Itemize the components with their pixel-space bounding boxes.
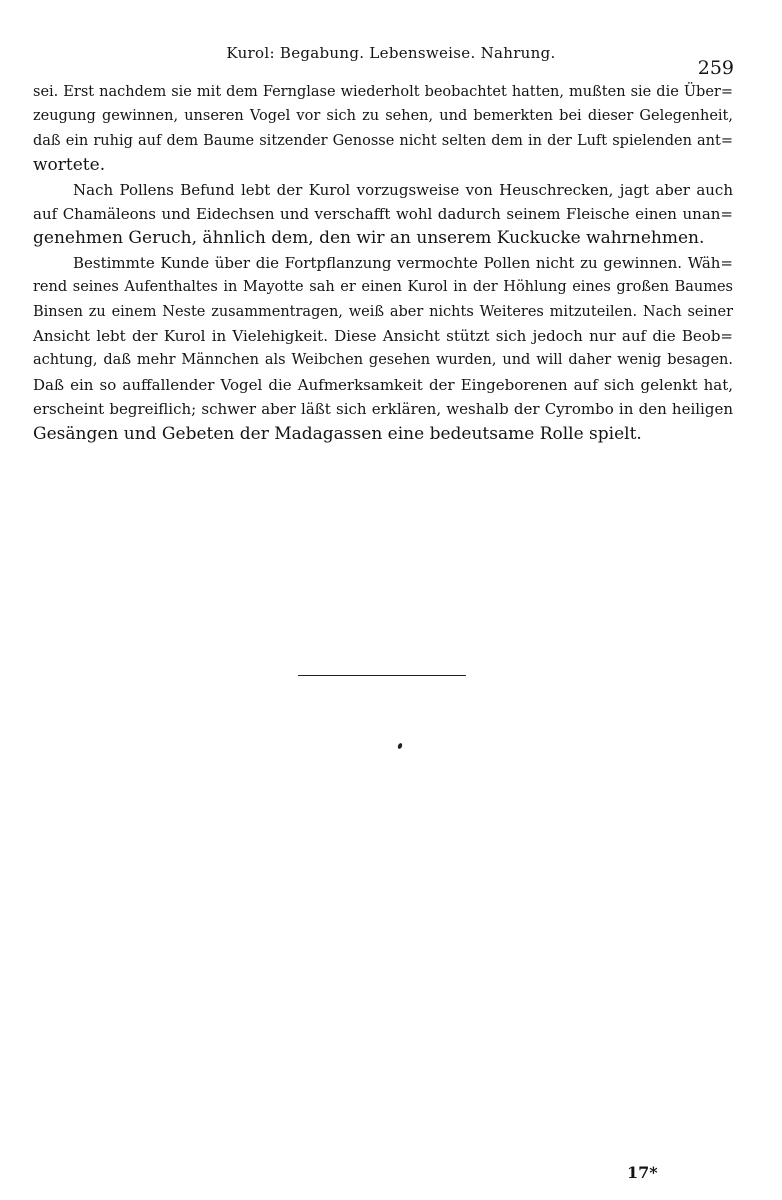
text-line: Gesängen und Gebeten der Madagassen eine bedeutsame Rolle spielt. bbox=[33, 423, 642, 444]
text-line: Daß ein so auffallender Vogel die Aufmerksamkeit der Eingeborenen auf sich gelenkt hat, bbox=[33, 375, 733, 394]
running-head: Kurol: Begabung. Lebensweise. Nahrung. bbox=[226, 44, 556, 62]
text-line: sei. Erst nachdem sie mit dem Fernglase wiederholt beobachtet hatten, mußten sie die Über= bbox=[33, 84, 733, 100]
text-line: achtung, daß mehr Männchen als Weibchen gesehen wurden, und will daher wenig besagen. bbox=[33, 352, 733, 369]
text-line: Bestimmte Kunde über die Fortpflanzung vermochte Pollen nicht zu gewinnen. Wäh= bbox=[73, 253, 733, 272]
text-line: Ansicht lebt der Kurol in Vielehigkeit. Diese Ansicht stützt sich jedoch nur auf die Beob= bbox=[33, 327, 733, 346]
text-line: Nach Pollens Befund lebt der Kurol vorzugsweise von Heuschrecken, jagt aber auch bbox=[73, 180, 733, 199]
paragraph-1 bbox=[33, 80, 733, 178]
signature-mark: 17* bbox=[627, 1163, 658, 1182]
paragraph-3 bbox=[33, 251, 733, 446]
ink-speck bbox=[397, 742, 403, 749]
page-number: 259 bbox=[697, 57, 734, 79]
text-line: auf Chamäleons und Eidechsen und verschafft wohl dadurch seinem Fleische einen unan= bbox=[33, 205, 733, 224]
text-line: genehmen Geruch, ähnlich dem, den wir an unserem Kuckucke wahrnehmen. bbox=[33, 228, 705, 249]
text-line: rend seines Aufenthaltes in Mayotte sah er einen Kurol in der Höhlung eines großen Baumes bbox=[33, 279, 733, 296]
section-end-rule bbox=[298, 675, 466, 676]
text-line: wortete. bbox=[33, 155, 106, 176]
body-text bbox=[33, 80, 733, 446]
text-line: daß ein ruhig auf dem Baume sitzender Genosse nicht selten dem in der Luft spielenden ant= bbox=[33, 132, 733, 149]
paragraph-2 bbox=[33, 178, 733, 251]
text-line: Binsen zu einem Neste zusammentragen, weiß aber nichts Weiteres mitzuteilen. Nach seiner bbox=[33, 303, 733, 320]
text-line: zeugung gewinnen, unseren Vogel vor sich zu sehen, und bemerkten bei dieser Gelegenheit, bbox=[33, 108, 733, 125]
text-line: erscheint begreiflich; schwer aber läßt sich erklären, weshalb der Cyrombo in den heiligen bbox=[33, 400, 733, 419]
